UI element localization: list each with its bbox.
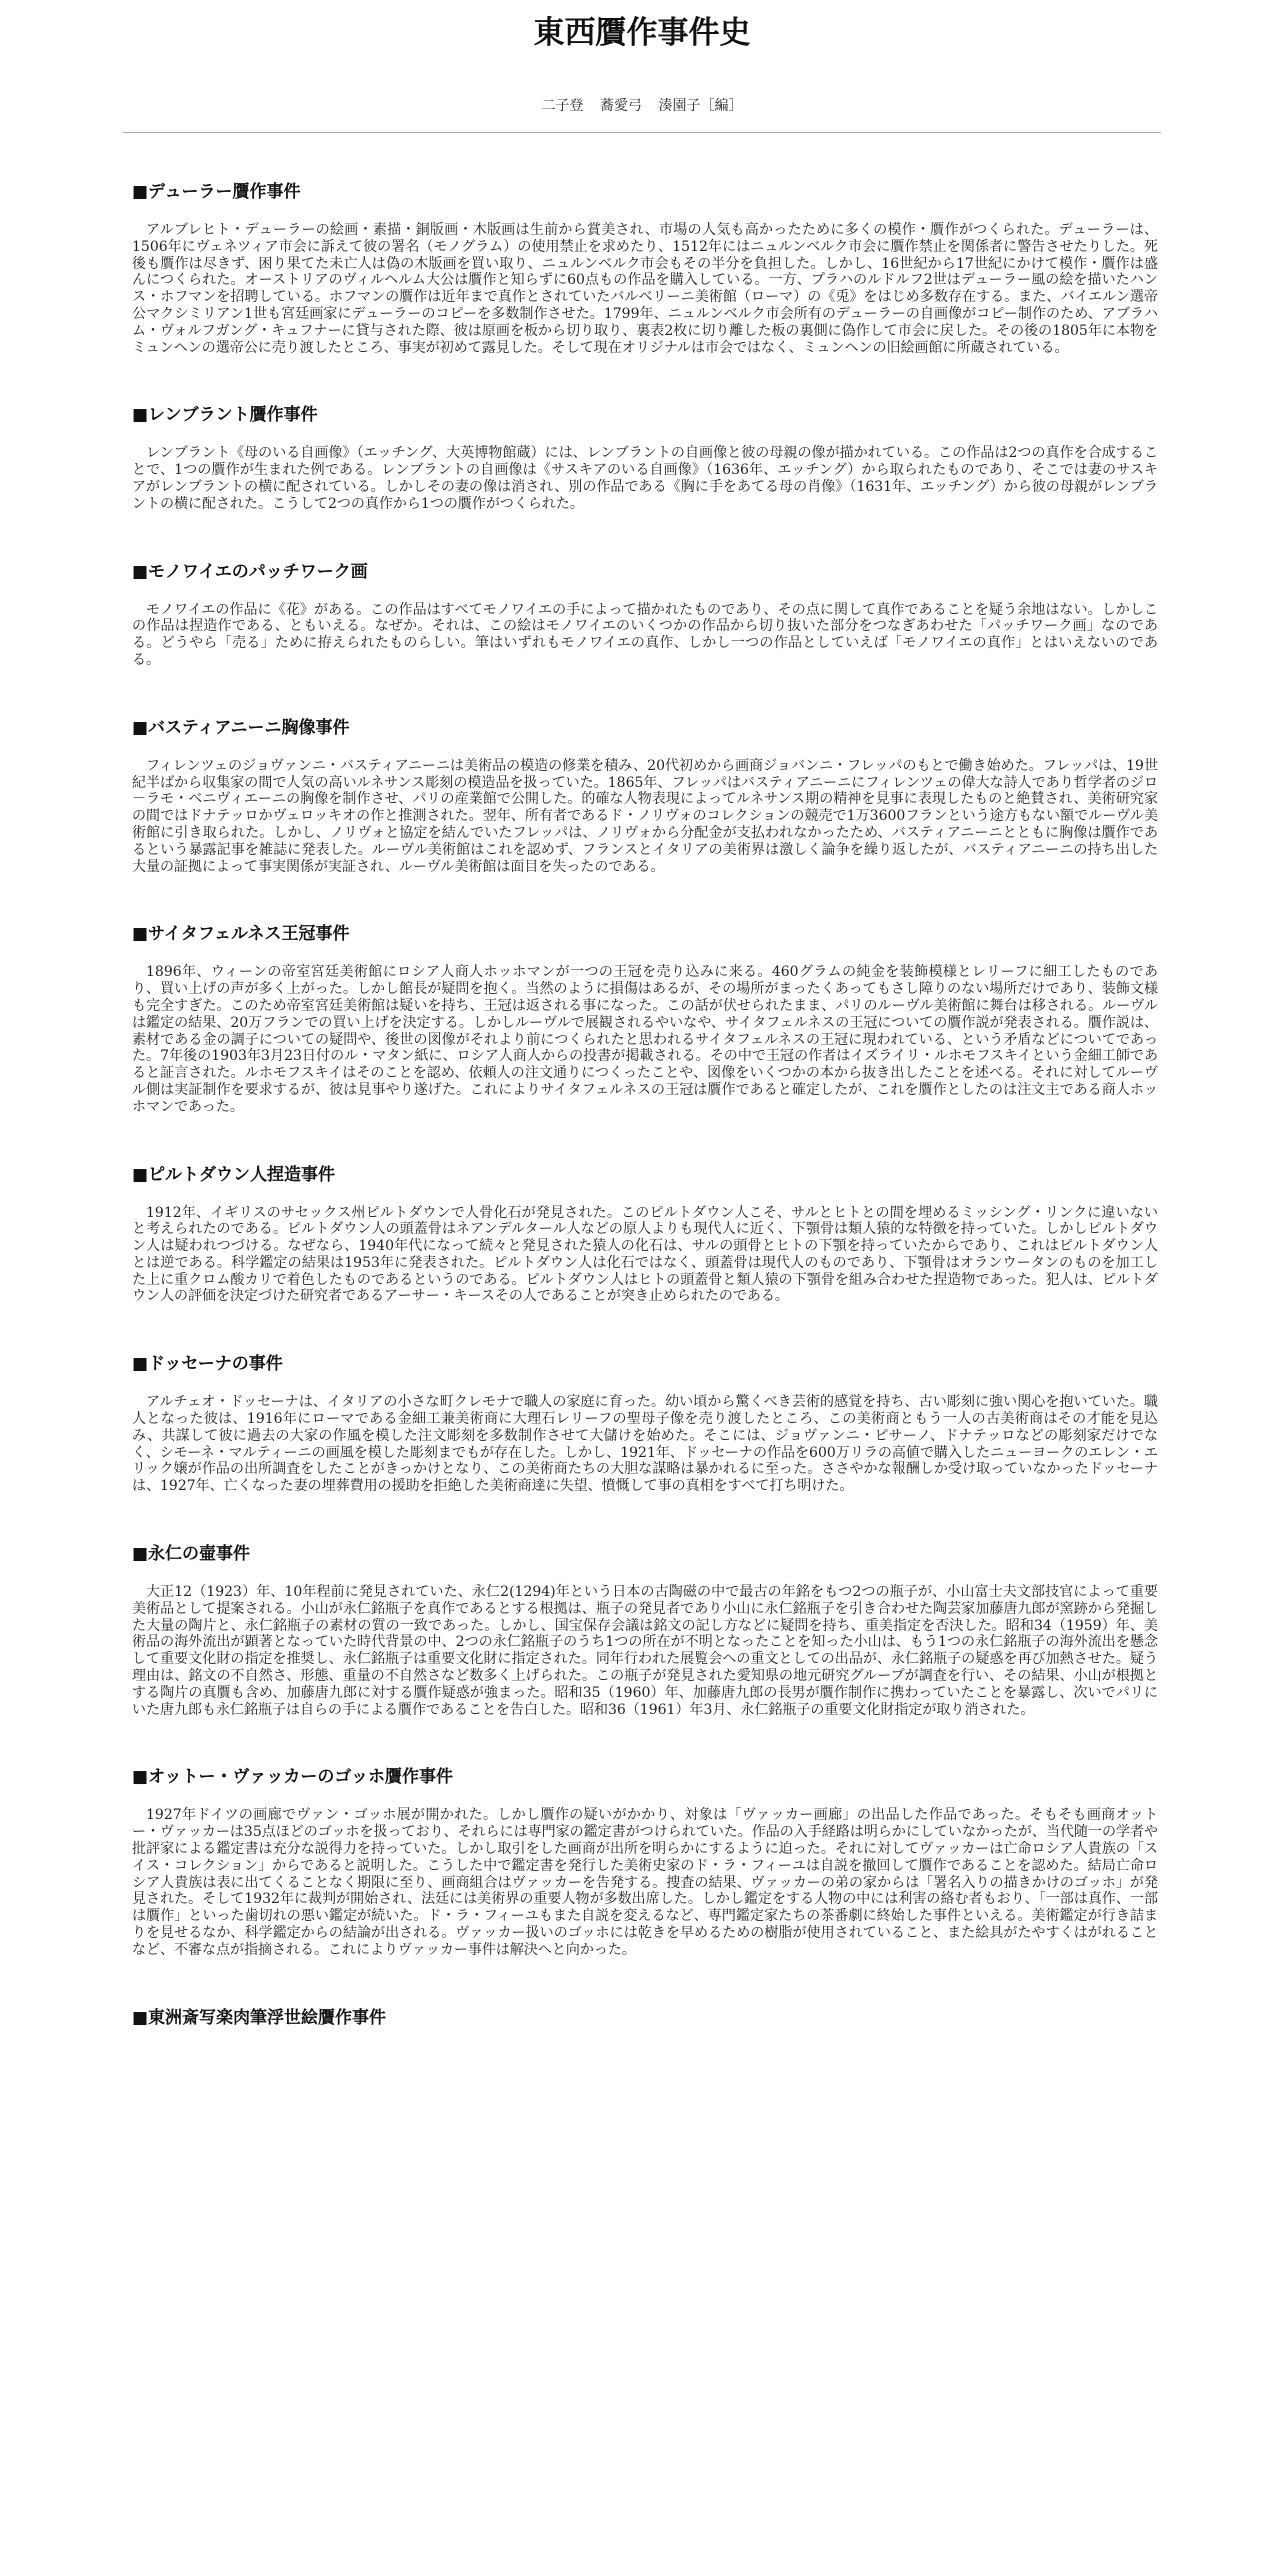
author-2: 蕎愛弓 [600,98,642,114]
section-piltdown [132,1162,1158,1306]
section-body: 1927年ドイツの画廊でヴァン・ゴッホ展が開かれた。しかし贋作の疑いがかかり、対象は「ヴァッカー画廊」の出品した作品であった。そもそも画商オットー・ヴァッカーは35点ほどのゴッホを扱っており、それらには専門家の鑑定書がつけられていた。作品の入手経路は明らかにしていなかったが、当代随一の学者や批評家による鑑定書は充分な説得力を持っていた。しかし取引をした画商が出所を明らかにするように迫った。それに対してヴァッカーは亡命ロシア人貴族の「スイス・コレクション」からであると説明した。こうした中で鑑定書を発行した美術史家のド・ラ・フィーユは自説を撤回して贋作であることを認めた。結局亡命ロシア人貴族は表に出てくることなく期限に至り、画商組合はヴァッカーを告発する。捜査の結果、ヴァッカーの弟の家からは「署名入りの描きかけのゴッホ」が発見された。そして1932年に裁判が開始され、法廷には美術界の重要人物が多数出席した。しかし鑑定をする人物の中には利害の絡む者もおり、「一部は真作、一部は贋作」といった歯切れの悪い鑑定が続いた。ド・ラ・フィーユもまた自説を変えるなど、専門鑑定家たちの茶番劇に終始した事件といえる。美術鑑定が行き詰まりを見せるなか、科学鑑定からの結論が出される。ヴァッカー扱いのゴッホには乾きを早めるための樹脂が使用されていること、また絵具がたやすくはがれることなど、不審な点が指摘される。これによりヴァッカー事件は解決へと向かった。 [132,1807,1158,1958]
section-heading: ■東洲斎写楽肉筆浮世絵贋作事件 [132,2007,387,2028]
section-body: アルブレヒト・デューラーの絵画・素描・銅版画・木版画は生前から賞美され、市場の人気も高かったために多くの模作・贋作がつくられた。デューラーは、1506年にヴェネツィア市会に訴えて彼の署名（モノグラム）の使用禁止を求めたり、1512年にはニュルンベルク市会に贋作禁止を関係者に警告させたりした。死後も贋作は尽きず、困り果てた未亡人は偽の木版画を買い取り、ニュルンベルク市会もその半分を負担した。しかし、16世紀から17世紀にかけて模作・贋作は盛んにつくられた。オーストリアのヴィルヘルム大公は贋作と知らずに60点もの作品を購入している。一方、プラハのルドルフ2世はデューラー風の絵を描いたハンス・ホフマンを招聘している。ホフマンの贋作は近年まで真作とされていたバルベリーニ美術館（ローマ）の《兎》をはじめ多数存在する。また、バイエルン選帝公マクシミリアン1世も宮廷画家にデューラーのコピーを多数制作させた。1799年、ニュルンベルク市会所有のデューラーの自画像がコピー制作のため、アブラハム・ヴォルフガング・キュフナーに貸与された際、彼は原画を板から切り取り、裏表2枚に切り離した板の裏側に偽作して市会に戻した。その後の1805年に本物をミュンヘンの選帝公に売り渡したところ、事実が初めて露見した。そして現在オリジナルは市会ではなく、ミュンヘンの旧絵画館に所蔵されている。 [132,222,1158,356]
section-sharaku [132,2005,1158,2031]
section-wacker [132,1764,1158,1958]
section-body: モノワイエの作品に《花》がある。この作品はすべてモノワイエの手によって描かれたものであり、その点に関して真作であることを疑う余地はない。しかしこの作品は捏造作である、ともいえる。なぜか。それは、この絵はモノワイエのいくつかの作品から切り抜いた部分をつなぎあわせた「パッチワーク画」なのである。どうやら「売る」ために拵えられたものらしい。筆はいずれもモノワイエの真作、しかし一つの作品としていえば「モノワイエの真作」とはいえないのである。 [132,601,1158,668]
main-content [126,179,1158,2031]
section-heading: ■オットー・ヴァッカーのゴッホ贋作事件 [132,1767,454,1788]
page-title: 東西贋作事件史 [533,15,751,51]
section-saitaphernes [132,921,1158,1115]
section-heading: ■ピルトダウン人捏造事件 [132,1164,336,1185]
section-heading: ■レンブラント贋作事件 [132,405,318,426]
section-heading: ■永仁の壷事件 [132,1544,251,1565]
section-heading: ■サイタフェルネス王冠事件 [132,924,350,945]
section-body: アルチェオ・ドッセーナは、イタリアの小さな町クレモナで職人の家庭に育った。幼い頃から驚くべき芸術的感覚を持ち、古い彫刻に強い関心を抱いていた。職人となった彼は、1916年にローマである金細工兼美術商に大理石レリーフの聖母子像を売り渡したところ、この美術商ともう一人の古美術商はその才能を見込み、共謀して彼に過去の大家の作風を模した注文彫刻を多数制作させて大儲けを始めた。そこには、ジョヴァンニ・ピサーノ、ドナテッロなどの彫刻家だけでなく、シモーネ・マルティーニの画風を模した彫刻までもが存在した。しかし、1921年、ドッセーナの作品を600万リラの高値で購入したニューヨークのエレン・エリック嬢が作品の出所調査をしたことがきっかけとなり、この美術商たちの大胆な謀略は暴かれるに至った。ささやかな報酬しか受け取っていなかったドッセーナは、1927年、亡くなった妻の埋葬費用の援助を拒絶した美術商達に失望、憤慨して事の真相をすべて打ち明けた。 [132,1394,1158,1495]
section-body: フィレンツェのジョヴァンニ・バスティアニーニは美術品の模造の修業を積み、20代初めから画商ジョバンニ・フレッパのもとで働き始めた。フレッパは、19世紀半ばから収集家の間で人気の高いルネサンス彫刻の模造品を扱っていた。1865年、フレッパはバスティアニーニにフィレンツェの偉大な詩人であり哲学者のジロ－ラモ・ベニヴィエーニの胸像を制作させ、パリの産業館で公開した。的確な人物表現によってルネサンス期の精神を見事に表現したものと絶賛され、美術研究家の間ではドナテッロかヴェロッキオの作と推測された。翌年、所有者であるド・ノリヴォのコレクションの競売で1万3600フランという途方もない額でルーヴル美術館に引き取られた。しかし、ノリヴォと協定を結んでいたフレッパは、ノリヴォから分配金が支払われなかったため、バスティアニーニとともに胸像は贋作であるという暴露記事を雑誌に発表した。ルーヴル美術館はこれを認めず、フランスとイタリアの美術界は激しく論争を繰り返したが、バスティアニーニの持ち出した大量の証拠によって事実関係が実証され、ルーヴル美術館は面目を失ったのである。 [132,757,1158,875]
section-dossena [132,1351,1158,1495]
section-heading: ■ドッセーナの事件 [132,1354,283,1375]
section-body: 1896年、ウィーンの帝室宮廷美術館にロシア人商人ホッホマンが一つの王冠を売り込みに来る。460グラムの純金を装飾模様とレリーフに細工したものであり、買い上げの声が多く上がった。しかし館長が疑問を抱く。当然のように損傷はあるが、その場所がまったくあってもさし障りのない場所だけであり、装飾文様も完全すぎた。このため帝室宮廷美術館は疑いを持ち、王冠は返される事になった。この話が伏せられたまま、パリのルーヴル美術館に舞台は移される。ルーヴルは鑑定の結果、20万フランでの買い上げを決定する。しかしルーヴルで展観されるやいなや、サイタフェルネスの王冠についての贋作説が発表される。贋作説は、素材である金の調子についての疑問や、後世の図像がそれより前につくられたと思われるサイタフェルネスの王冠に現われている、という矛盾などについてであった。7年後の1903年3月23日付のル・マタン紙に、ロシア人商人からの投書が掲載される。その中で王冠の作者はイズライリ・ルホモフスキイという金細工師であると証言された。ルホモフスキイはそのことを認め、依頼人の注文通りにつくったことや、図像をいくつかの本から抜き出したことを述べる。それに対してルーヴル側は実証制作を要求するが、彼は見事やり遂げた。これによりサイタフェルネスの王冠は贋作であると確定したが、これを贋作としたのは注文主である商人ホッホマンであった。 [132,964,1158,1115]
author-3: 湊園子［編］ [658,98,743,114]
section-monnoyer [132,559,1158,669]
section-heading: ■デューラー贋作事件 [132,182,301,202]
section-heading: ■モノワイエのパッチワーク画 [132,561,368,582]
section-durer [132,179,1158,356]
section-einin-jar [132,1541,1158,1718]
section-body: レンブラント《母のいる自画像》（エッチング、大英博物館蔵）には、レンブラントの自画像と彼の母親の像が描かれている。この作品は2つの真作を合成することで、1つの贋作が生まれた例である。レンブラントの自画像は《サスキアのいる自画像》（1636年、エッチング）から取られたものであり、そこでは妻のサスキアがレンブラントの横に配されている。しかしその妻の像は消され、別の作品である《胸に手をあてる母の肖像》（1631年、エッチング）から彼の母親がレンブラントの横に配された。こうして2つの真作から1つの贋作がつくられた。 [132,445,1158,512]
header-divider [123,132,1161,133]
section-body: 1912年、イギリスのサセックス州ピルトダウンで人骨化石が発見された。このピルトダウン人こそ、サルとヒトとの間を埋めるミッシング・リンクに違いないと考えられたのである。ピルトダウン人の頭蓋骨はネアンデルタール人などの原人よりも現代人に近く、下顎骨は類人猿的な特徴を持っていた。しかしピルトダウン人は疑われつづける。なぜなら、1940年代になって続々と発見された猿人の化石は、サルの頭骨とヒトの下顎を持っていたからであり、これはピルトダウン人とは逆である。科学鑑定の結果は1953年に発表された。ピルトダウン人は化石ではなく、頭蓋骨は現代人のものであり、下顎骨はオランウータンのものを加工した上に重クロム酸カリで着色したものであるというのである。ピルトダウン人はヒトの頭蓋骨と類人猿の下顎骨を組み合わせた捏造物であった。犯人は、ピルトダウン人の評価を決定づけた研究者であるアーサー・キースその人であることが突き止められたのである。 [132,1204,1158,1305]
section-bastianini [132,715,1158,876]
section-heading: ■バスティアニーニ胸像事件 [132,717,350,738]
section-rembrandt [132,402,1158,512]
section-body: 大正12（1923）年、10年程前に発見されていた、永仁2(1294)年という日本の古陶磁の中で最古の年銘をもつ2つの瓶子が、小山富士夫文部技官によって重要美術品として提案される。小山が永仁銘瓶子を真作であるとする根拠は、瓶子の発見者であり小山に永仁銘瓶子を引き合わせた陶芸家加藤唐九郎が窯跡から発掘した大量の陶片と、永仁銘瓶子の素材の質の一致であった。しかし、国宝保存会議は銘文の記し方などに疑問を持ち、重美指定を否決した。昭和34（1959）年、美術品の海外流出が顕著となっていた時代背景の中、2つの永仁銘瓶子のうち1つの所在が不明となったことを知った小山は、もう1つの永仁銘瓶子の海外流出を懸念して重要文化財の指定を推奨し、永仁銘瓶子は重要文化財に指定された。同年行われた展覧会への重文としての出品が、永仁銘瓶子の疑惑を再び加熱させた。疑う理由は、銘文の不自然さ、形態、重量の不自然さなど数多く上げられた。この瓶子が発見された愛知県の地元研究グループが調査を行い、その結果、小山が根拠とする陶片の真贋も含め、加藤唐九郎に対する贋作疑惑が強まった。昭和35（1960）年、加藤唐九郎の長男が贋作制作に携わっていたことを暴露し、次いでパリにいた唐九郎も永仁銘瓶子は自らの手による贋作であることを告白した。昭和36（1961）年3月、永仁銘瓶子の重要文化財指定が取り消された。 [132,1584,1158,1718]
author-1: 二子登 [541,98,584,114]
authors-line [0,96,1284,116]
